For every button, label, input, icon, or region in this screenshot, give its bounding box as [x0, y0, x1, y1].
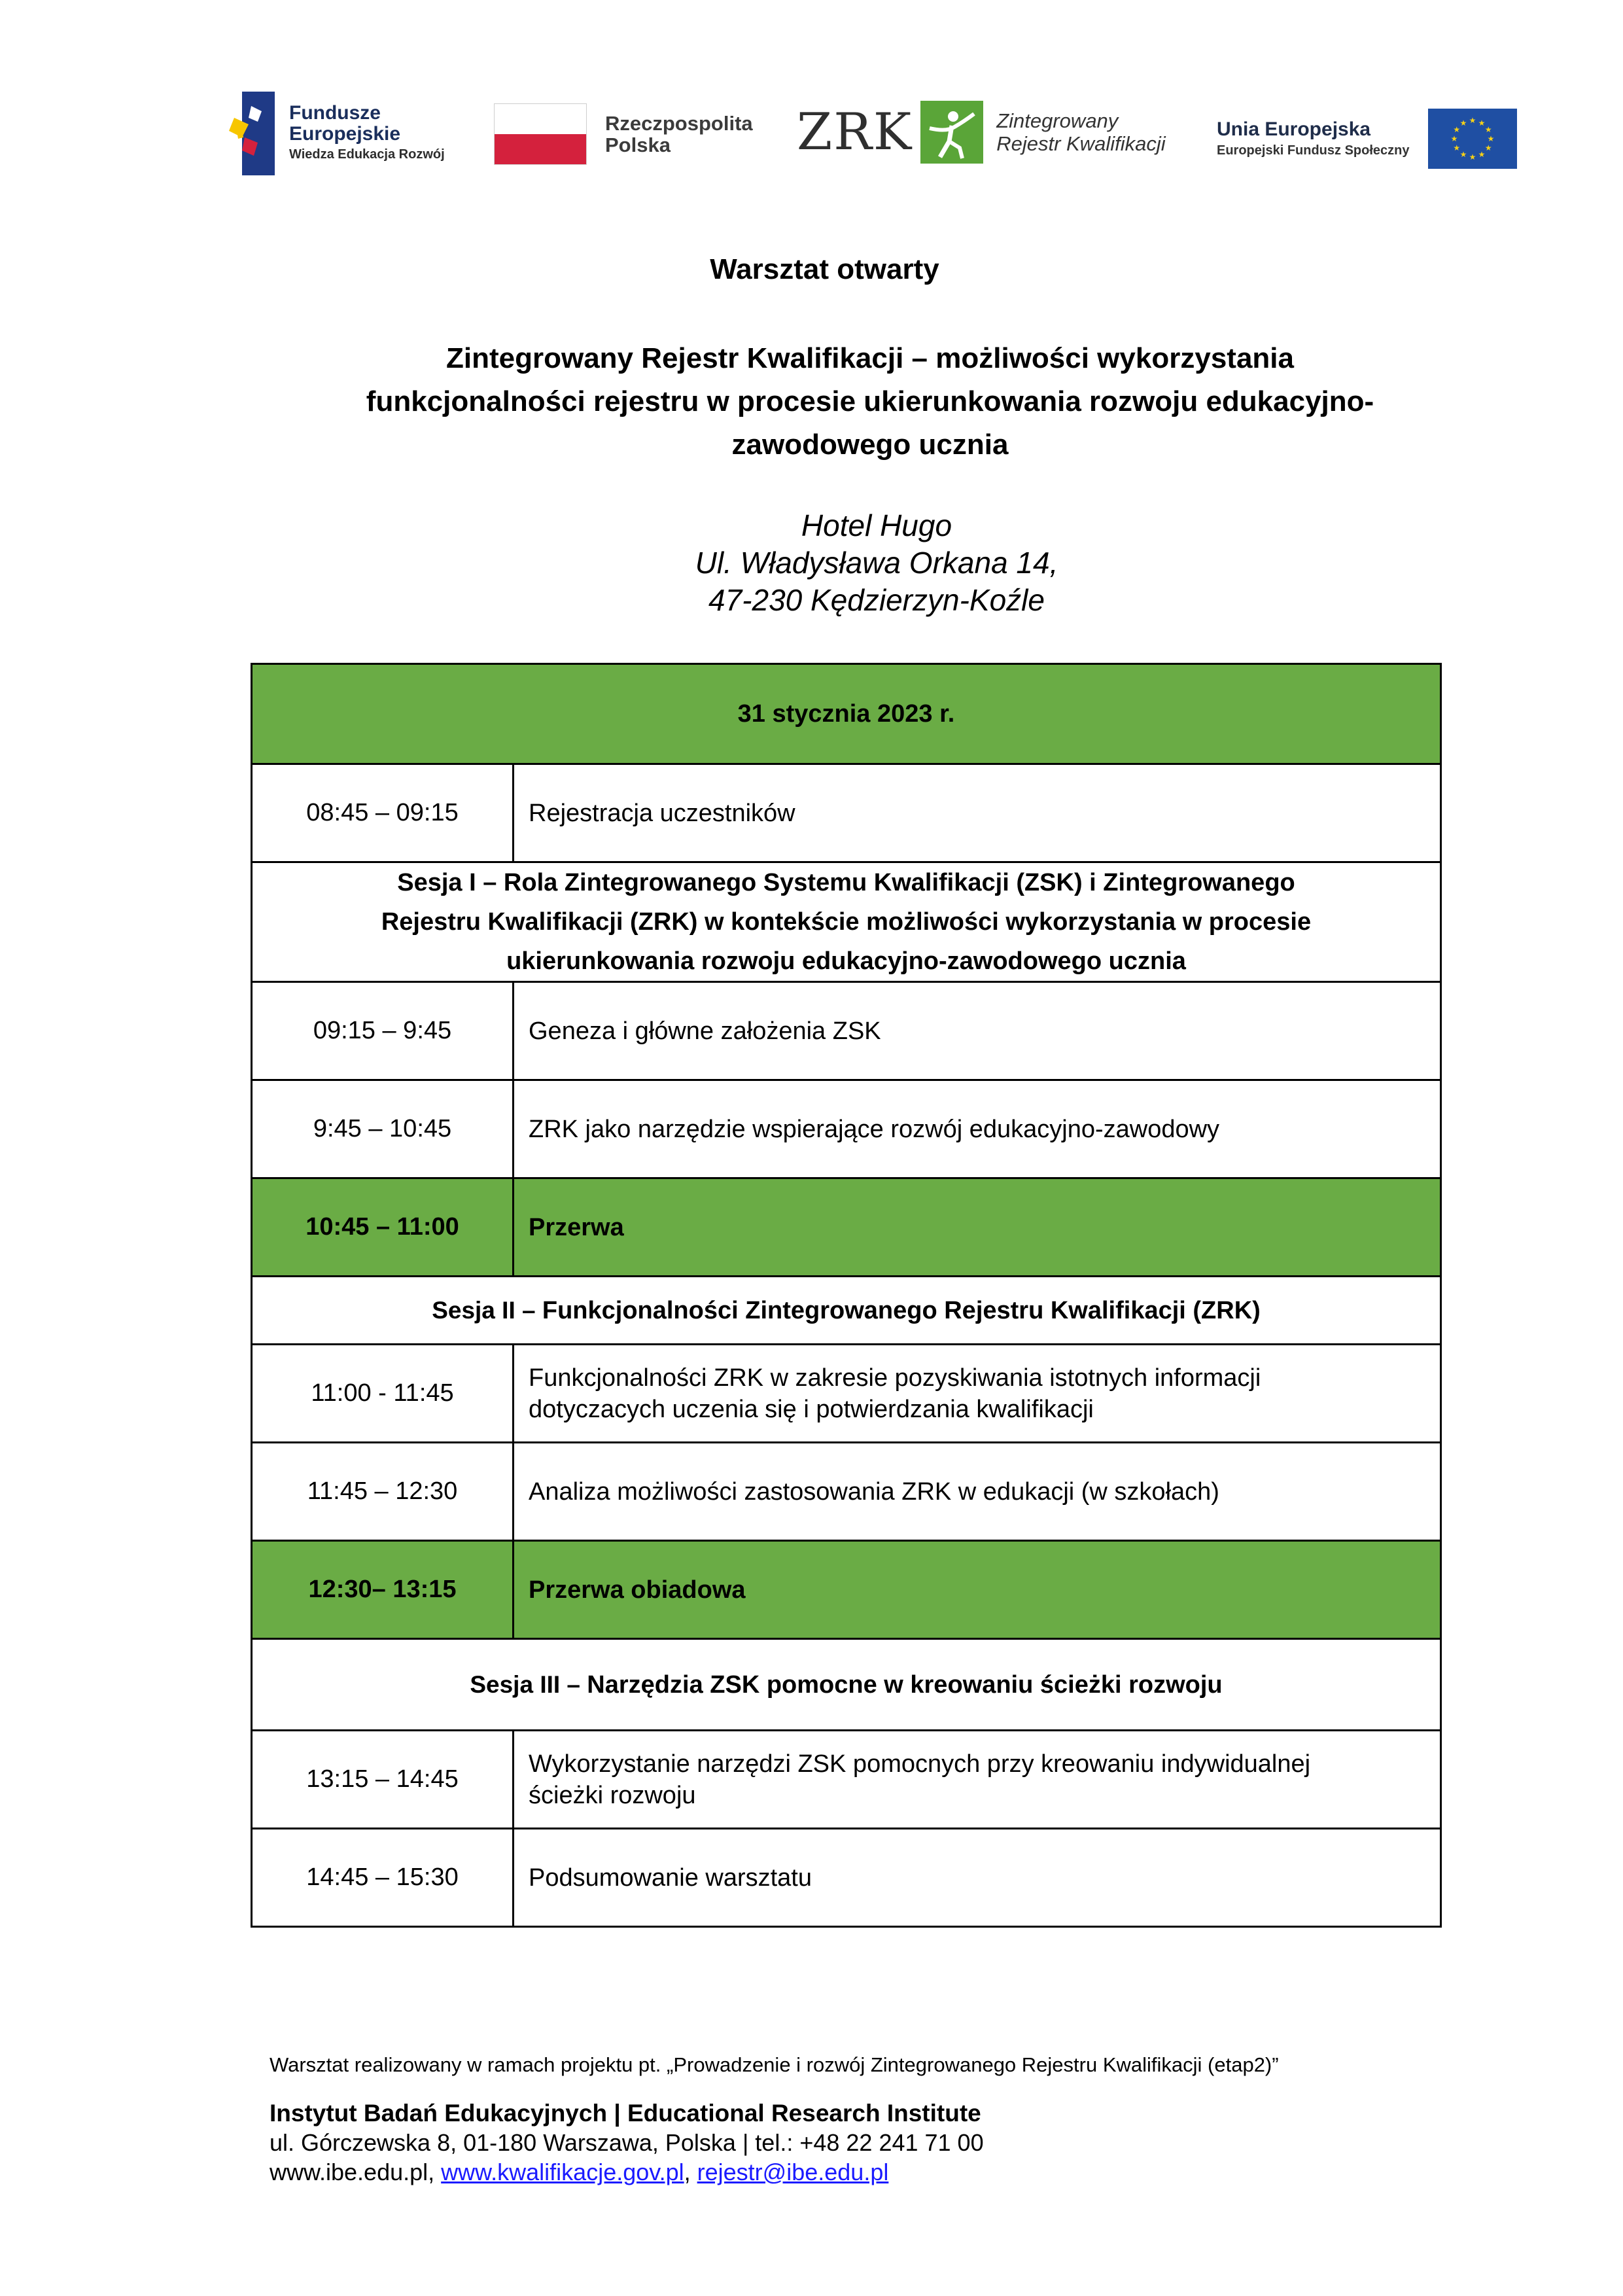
fundusze-europejskie-icon [229, 92, 275, 175]
workshop-title [288, 337, 1452, 467]
desc-cell [514, 1731, 1441, 1829]
session-1-line-2: Rejestru Kwalifikacji (ZRK) w kontekście możliwości wykorzystania w procesie [381, 908, 1312, 936]
eu-flag-icon [1428, 109, 1517, 169]
session-3-name: Narzędzia ZSK pomocne w kreowaniu ścieżki rozwoju [587, 1670, 1223, 1699]
desc-line-2: ścieżki rozwoju [529, 1781, 696, 1809]
fe-line2: Europejskie [289, 123, 401, 145]
time-cell: 10:45 – 11:00 [252, 1178, 514, 1277]
desc-line-2: dotyczacych uczenia się i potwierdzania kwalifikacji [529, 1395, 1094, 1423]
venue [654, 507, 1099, 619]
rp-line2: Polska [605, 133, 671, 156]
zrk-person-icon [920, 101, 983, 164]
ue-line1: Unia Europejska [1217, 118, 1371, 140]
session-1-title [252, 862, 1441, 982]
time-cell: 09:15 – 9:45 [252, 982, 514, 1080]
time-cell: 13:15 – 14:45 [252, 1731, 514, 1829]
rzeczpospolita-polska-logo [494, 103, 753, 165]
title-line-1: Zintegrowany Rejestr Kwalifikacji – możliwości wykorzystania [446, 342, 1294, 374]
workshop-label: Warsztat otwarty [710, 253, 939, 285]
rp-line1: Rzeczpospolita [605, 112, 753, 135]
zrk-line2: Rejestr Kwalifikacji [996, 132, 1166, 155]
session-2-title [252, 1277, 1441, 1345]
time-cell: 14:45 – 15:30 [252, 1829, 514, 1927]
institute-address: ul. Górczewska 8, 01-180 Warszawa, Polska | tel.: +48 22 241 71 00 [270, 2129, 984, 2156]
fe-line1: Fundusze [289, 102, 381, 124]
desc-cell: Przerwa [514, 1178, 1441, 1277]
eu-star-icon: ★ [1478, 150, 1485, 160]
title-line-3: zawodowego ucznia [731, 429, 1009, 461]
unia-europejska-logo [1217, 109, 1517, 169]
desc-cell: Przerwa obiadowa [514, 1541, 1441, 1639]
eu-star-icon: ★ [1478, 118, 1485, 128]
session-3-title [252, 1639, 1441, 1731]
desc-line-1: Wykorzystanie narzędzi ZSK pomocnych przy kreowaniu indywidualnej [529, 1750, 1311, 1778]
institute-web [270, 2158, 888, 2187]
eu-star-icon: ★ [1459, 150, 1467, 160]
desc-cell: ZRK jako narzędzie wspierające rozwój edukacyjno-zawodowy [514, 1080, 1441, 1178]
zrk-line1: Zintegrowany [996, 109, 1119, 132]
agenda-date: 31 stycznia 2023 r. [252, 664, 1441, 764]
table-row [252, 764, 1441, 862]
table-row [252, 1829, 1441, 1927]
email-link[interactable]: rejestr@ibe.edu.pl [697, 2159, 889, 2185]
session-1-line-3: ukierunkowania rozwoju edukacyjno-zawodowego ucznia [506, 947, 1186, 975]
table-row [252, 1080, 1441, 1178]
eu-star-icon: ★ [1469, 116, 1476, 125]
break-row [252, 1178, 1441, 1277]
time-cell: 11:00 - 11:45 [252, 1345, 514, 1443]
web-plain: www.ibe.edu.pl, [270, 2159, 442, 2185]
desc-cell: Podsumowanie warsztatu [514, 1829, 1441, 1927]
table-row [252, 1443, 1441, 1541]
eu-star-icon: ★ [1487, 134, 1494, 143]
desc-cell: Analiza możliwości zastosowania ZRK w edukacji (w szkołach) [514, 1443, 1441, 1541]
title-line-2: funkcjonalności rejestru w procesie ukierunkowania rozwoju edukacyjno- [366, 385, 1374, 417]
desc-cell: Rejestracja uczestników [514, 764, 1441, 862]
desc-line-1: Funkcjonalności ZRK w zakresie pozyskiwania istotnych informacji [529, 1364, 1261, 1392]
agenda-table [251, 663, 1442, 1928]
venue-name: Hotel Hugo [801, 508, 952, 542]
eu-star-icon: ★ [1452, 125, 1460, 134]
eu-star-icon: ★ [1484, 125, 1492, 134]
time-cell: 11:45 – 12:30 [252, 1443, 514, 1541]
eu-star-icon: ★ [1450, 134, 1457, 143]
break-row [252, 1541, 1441, 1639]
desc-cell [514, 1345, 1441, 1443]
session-2-prefix: Sesja II – [432, 1296, 542, 1324]
eu-star-icon: ★ [1484, 143, 1492, 152]
kwalifikacje-link[interactable]: www.kwalifikacje.gov.pl [441, 2159, 684, 2185]
fundusze-europejskie-logo [229, 92, 445, 175]
fe-line3: Wiedza Edukacja Rozwój [289, 147, 445, 162]
table-row [252, 1731, 1441, 1829]
web-sep: , [684, 2159, 697, 2185]
eu-star-icon: ★ [1459, 118, 1467, 128]
session-3-prefix: Sesja III – [470, 1670, 587, 1698]
institute-name: Instytut Badań Edukacyjnych | Educational Research Institute [270, 2100, 981, 2127]
venue-city: 47-230 Kędzierzyn-Koźle [708, 583, 1045, 617]
project-note: Warsztat realizowany w ramach projektu pt. „Prowadzenie i rozwój Zintegrowanego Rejestru Kwalifikacji (etap2)” [270, 2053, 1279, 2076]
zrk-logo [797, 101, 1166, 164]
desc-cell: Geneza i główne założenia ZSK [514, 982, 1441, 1080]
ue-line2: Europejski Fundusz Społeczny [1217, 143, 1410, 158]
time-cell: 12:30– 13:15 [252, 1541, 514, 1639]
date-row [252, 664, 1441, 764]
time-cell: 9:45 – 10:45 [252, 1080, 514, 1178]
eu-star-icon: ★ [1452, 143, 1460, 152]
logo-bar [0, 92, 1623, 183]
eu-star-icon: ★ [1469, 152, 1476, 162]
table-row [252, 1345, 1441, 1443]
table-row [252, 982, 1441, 1080]
poland-flag-icon [494, 103, 587, 165]
session-1-line-1: Sesja I – Rola Zintegrowanego Systemu Kwalifikacji (ZSK) i Zintegrowanego [397, 869, 1295, 896]
venue-street: Ul. Władysława Orkana 14, [695, 546, 1058, 580]
session-row [252, 1277, 1441, 1345]
session-row [252, 862, 1441, 982]
session-2-name: Funkcjonalności Zintegrowanego Rejestru Kwalifikacji (ZRK) [542, 1296, 1261, 1324]
zrk-name: ZRK [797, 103, 913, 162]
session-row [252, 1639, 1441, 1731]
time-cell: 08:45 – 09:15 [252, 764, 514, 862]
